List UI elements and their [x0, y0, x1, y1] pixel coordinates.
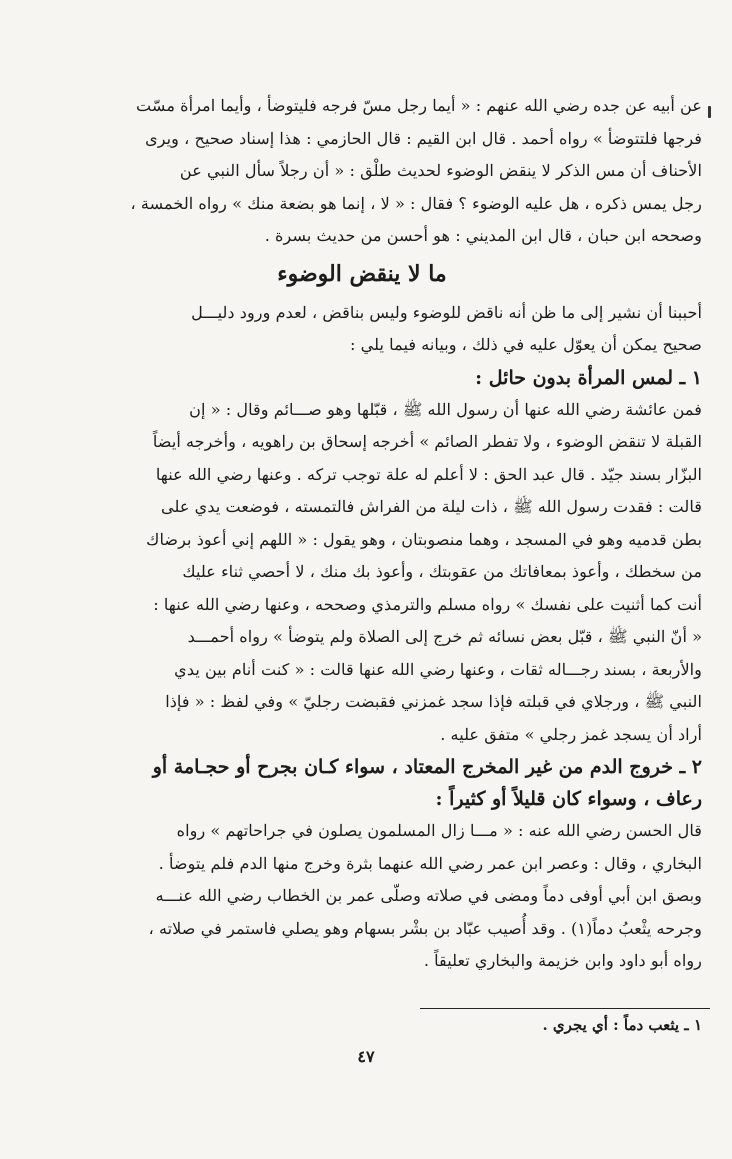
text-line: بطن قدميه وهو في المسجد ، وهما منصوبتان ، وهو يقول : « اللهم إني أعوذ برضاك	[146, 529, 702, 549]
paragraph-preface	[22, 297, 702, 362]
text-line: النبي ﷺ ، ورجلاي في قبلته فإذا سجد غمزني فقبضت رجليّ » وفي لفظ : « فإذا	[165, 692, 702, 711]
margin-mark	[708, 106, 711, 118]
text-line: والأربعة ، بسند رجـــاله ثقات ، وعنها رضي الله عنها قالت : « كنت أنام بين يدي	[174, 659, 702, 679]
text-line: الأحناف أن مس الذكر لا ينقض الوضوء لحديث طلْق : « أن رجلاً سأل النبي عن	[179, 161, 702, 180]
text-line: أراد أن يسجد غمز رجلي » متفق عليه .	[440, 724, 702, 744]
text-line: « أنّ النبي ﷺ ، قبّل بعض نسائه ثم خرج إلى الصلاة ولم يتوضأ » رواه أحمـــد	[187, 627, 702, 646]
footnote: ١ ـ يثعب دماً : أي يجري .	[542, 1016, 702, 1034]
text-line: وصححه ابن حبان ، قال ابن المديني : هو أحسن من حديث بسرة .	[264, 226, 702, 245]
footnote-divider	[420, 1008, 710, 1009]
text-line: القبلة لا تنقض الوضوء ، ولا تفطر الصائم » أخرجه إسحاق بن راهويه ، وأخرجه أيضاً	[152, 432, 702, 451]
text-line: قالت : فقدت رسول الله ﷺ ، ذات ليلة من الفراش فالتمسته ، فوضعت يدي على	[161, 497, 702, 516]
text-line: البزّار بسند جيّد . قال عبد الحق : لا أعلم له علة توجب تركه . وعنها رضي الله عنها	[155, 464, 702, 484]
text-line: أنت كما أثنيت على نفسك » رواه مسلم والترمذي وصححه ، وعنها رضي الله عنها :	[153, 594, 702, 614]
text-line: وجرحه يثْعبُ دماً(١) . وقد أُصيب عبّاد بن بشْر بسهام وهو يصلي فاستمر في صلاته ،	[148, 918, 702, 938]
text-line: البخاري ، وقال : وعصر ابن عمر رضي الله عنهما بثرة وخرج منها الدم فلم يتوضأ .	[158, 853, 702, 873]
paragraph-intro	[22, 90, 702, 253]
text-line: فرجها فلتتوضأ » رواه أحمد . قال ابن القيم : قال الحازمي : هذا إسناد صحيح ، ويرى	[145, 128, 702, 148]
subheading-1: ١ ـ لمس المرأة بدون حائل :	[475, 366, 702, 389]
paragraph-touch	[22, 394, 702, 752]
text-line: أحببنا أن نشير إلى ما ظن أنه ناقض للوضوء وليس بناقض ، لعدم ورود دليـــل	[191, 302, 702, 322]
subheading-line: رعاف ، وسواء كان قليلاً أو كثيراً :	[435, 788, 702, 810]
text-line: رواه أبو داود وابن خزيمة والبخاري تعليقاً .	[423, 951, 702, 970]
text-line: من سخطك ، وأعوذ بمعافاتك من عقوبتك ، وأعوذ بك منك ، لا أحصي ثناء عليك	[182, 562, 702, 581]
subheading-line: ٢ ـ خروج الدم من غير المخرج المعتاد ، سواء كـان بجرح أو حجـامة أو	[152, 756, 702, 778]
subheading-2	[22, 751, 702, 815]
text-line: رجل يمس ذكره ، هل عليه الوضوء ؟ فقال : « لا ، إنما هو بضعة منك » رواه الخمسة ،	[130, 193, 702, 213]
paragraph-blood	[22, 815, 702, 978]
text-line: صحيح يمكن أن يعوّل عليه في ذلك ، وبيانه فيما يلي :	[350, 335, 702, 354]
text-line: قال الحسن رضي الله عنه : « مـــا زال المسلمون يصلون في جراحاتهم » رواه	[176, 821, 702, 840]
page-number: ٤٧	[357, 1047, 375, 1066]
text-line: وبصق ابن أبي أوفى دماً ومضى في صلاته وصلّى عمر بن الخطاب رضي الله عنـــه	[155, 886, 702, 905]
section-heading: ما لا ينقض الوضوء	[277, 260, 447, 287]
page-body	[22, 90, 702, 978]
text-line: فمن عائشة رضي الله عنها أن رسول الله ﷺ ، قبّلها وهو صـــائم وقال : « إن	[189, 399, 702, 419]
text-line: عن أبيه عن جده رضي الله عنهم : « أيما رجل مسّ فرجه فليتوضأ ، وأيما امرأة مسّت	[135, 96, 702, 115]
